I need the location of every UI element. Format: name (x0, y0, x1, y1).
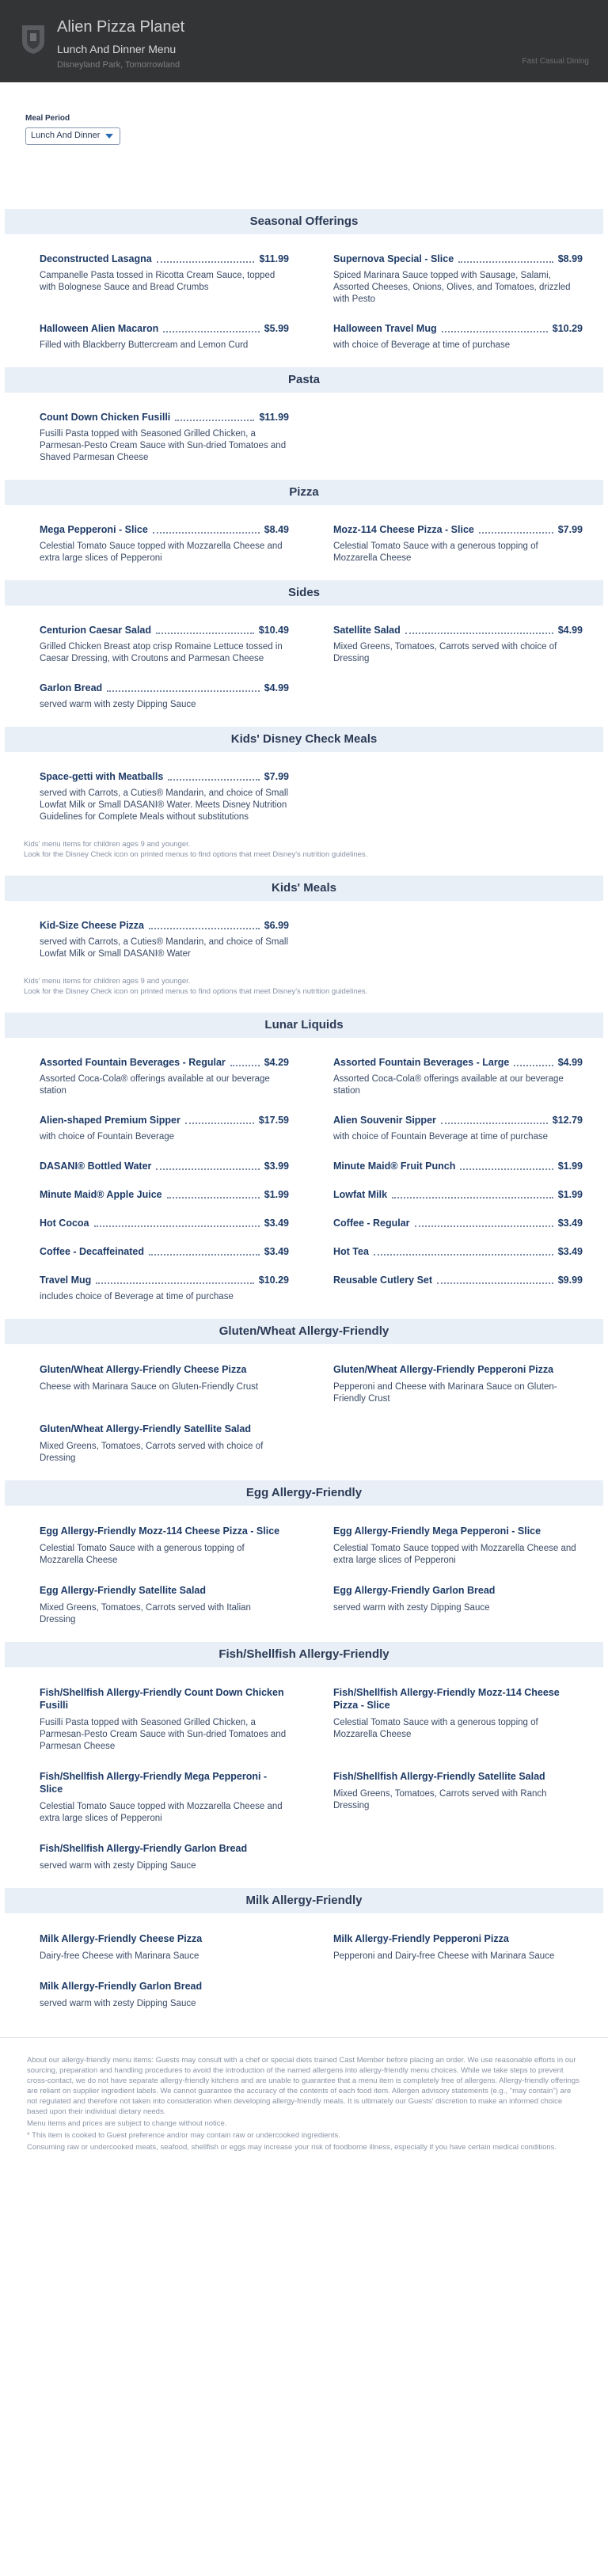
menu-item-name: Fish/Shellfish Allergy-Friendly Satellite Salad (333, 1771, 545, 1782)
menu-item-price: $12.79 (552, 1115, 583, 1126)
menu-item-list (40, 524, 583, 564)
menu-item (333, 1115, 583, 1143)
section-title: Milk Allergy-Friendly (5, 1888, 603, 1913)
menu-item-name: Milk Allergy-Friendly Garlon Bread (40, 1981, 203, 1992)
menu-item (40, 771, 289, 823)
allergy-disclaimer: About our allergy-friendly menu items: Guests may consult with a chef or special diets trained Cast Member before placing an order. We use reasonable efforts in our sourcing, preparation and handling procedures to avoid the introduction of the named allergens into allergy-friendly menu choices. While we take steps to prevent cross-contact, we do not have separate allergy-friendly kitchens and are unable to guarantee that a menu item is completely free of allergens. Allergy-friendly offerings are reliant on supplier ingredient labels. We cannot guarantee the accuracy of the contents of each food item. Allergen advisory statements (e.g., "may contain") are not regulated and therefore not taken into consideration when developing allergy-friendly meals. It is ultimately our Guests' discretion to make an informed choice based upon their individual dietary needs. (27, 2056, 580, 2116)
menu-item (40, 323, 289, 351)
menu-item-name: Alien-shaped Premium Sipper (40, 1115, 180, 1126)
dot-leader (405, 625, 553, 634)
menu-item-price: $1.99 (264, 1189, 289, 1200)
dot-leader (442, 323, 548, 332)
menu-item (333, 1275, 583, 1303)
menu-item-description: Celestial Tomato Sauce with a generous topping of Mozzarella Cheese (333, 541, 538, 563)
menu-item-name: Alien Souvenir Sipper (333, 1115, 436, 1126)
dot-leader (157, 253, 255, 263)
menu-item-name: Minute Maid® Apple Juice (40, 1189, 162, 1200)
menu-item-price: $10.29 (552, 323, 583, 334)
menu-item-name: Space-getti with Meatballs (40, 771, 164, 782)
menu-item (333, 1686, 583, 1753)
dot-leader (230, 1057, 260, 1066)
menu-item-name: Travel Mug (40, 1275, 92, 1286)
kids-menu-note (0, 976, 608, 1013)
menu-item (333, 1189, 583, 1200)
menu-item-name: Gluten/Wheat Allergy-Friendly Satellite Salad (40, 1423, 251, 1434)
menu-item-name: Minute Maid® Fruit Punch (333, 1161, 456, 1172)
menu-item-name: Mozz-114 Cheese Pizza - Slice (333, 524, 474, 535)
menu-section (0, 1480, 608, 1642)
dot-leader (96, 1275, 253, 1284)
menu-item-list (40, 1525, 583, 1626)
menu-item-name: Reusable Cutlery Set (333, 1275, 433, 1286)
menu-item-description: served with Carrots, a Cuties® Mandarin, and choice of Small Lowfat Milk or Small DASANI® Water. Meets Disney Nutrition Guidelines for Complete Meals without substitutions (40, 788, 288, 822)
menu-item-price: $4.29 (264, 1057, 289, 1068)
dot-leader (167, 1189, 260, 1199)
menu-item-name: Egg Allergy-Friendly Satellite Salad (40, 1585, 207, 1596)
dot-leader (156, 625, 254, 634)
menu-item-name: Assorted Fountain Beverages - Large (333, 1057, 510, 1068)
menu-item-list (40, 253, 583, 351)
restaurant-logo-icon (19, 21, 48, 55)
menu-item (40, 1525, 289, 1567)
menu-item-price: $4.99 (264, 682, 289, 693)
note-line: Look for the Disney Check icon on printed menus to find options that meet Disney's nutrition guidelines. (24, 987, 368, 996)
section-title: Kids' Disney Check Meals (5, 727, 603, 752)
menu-item-list (40, 1363, 583, 1465)
menu-item-price: $3.49 (557, 1218, 583, 1229)
menu-section (0, 876, 608, 1013)
menu-item-price: $1.99 (557, 1189, 583, 1200)
menu-item-description: Assorted Coca-Cola® offerings available at our beverage station (333, 1074, 564, 1096)
dot-leader (175, 412, 254, 421)
menu-item-description: Mixed Greens, Tomatoes, Carrots served with Ranch Dressing (333, 1789, 547, 1810)
menu-item (40, 1115, 289, 1143)
menu-item (40, 253, 289, 306)
menu-item-name: Coffee - Regular (333, 1218, 410, 1229)
menu-item-list (40, 625, 583, 711)
menu-item-list (40, 412, 583, 464)
menu-item-description: Spiced Marinara Sauce topped with Sausage, Salami, Assorted Cheeses, Onions, Olives, and Tomatoes, drizzled with Pesto (333, 271, 571, 304)
menu-item (333, 1584, 583, 1626)
menu-item-description: Mixed Greens, Tomatoes, Carrots served with Italian Dressing (40, 1603, 251, 1624)
menu-item-name: Fish/Shellfish Allergy-Friendly Garlon Bread (40, 1843, 248, 1854)
note-line: Kids' menu items for children ages 9 and younger. (24, 977, 191, 986)
menu-item-price: $7.99 (557, 524, 583, 535)
menu-item-name: Garlon Bread (40, 682, 103, 693)
menu-title: Lunch And Dinner Menu (57, 43, 177, 55)
menu-item-description: Cheese with Marinara Sauce on Gluten-Friendly Crust (40, 1382, 259, 1392)
menu-section (0, 1013, 608, 1319)
menu-section (0, 1319, 608, 1480)
dot-leader (514, 1057, 553, 1066)
menu-item-name: Satellite Salad (333, 625, 401, 636)
menu-item-description: served warm with zesty Dipping Sauce (40, 1999, 196, 2008)
menu-item-description: with choice of Fountain Beverage at time of purchase (333, 1132, 549, 1142)
page-footer (0, 2037, 608, 2170)
menu-item-description: served warm with zesty Dipping Sauce (333, 1603, 490, 1613)
dot-leader (415, 1218, 553, 1227)
menu-item-price: $9.99 (557, 1275, 583, 1286)
menu-item-description: served with Carrots, a Cuties® Mandarin, and choice of Small Lowfat Milk or Small DASANI® Water (40, 937, 288, 959)
menu-item-description: Mixed Greens, Tomatoes, Carrots served with choice of Dressing (333, 642, 557, 663)
section-title: Pasta (5, 367, 603, 393)
menu-item (40, 1057, 289, 1097)
dot-leader (441, 1115, 548, 1124)
menu-item (40, 524, 289, 564)
menu-item-price: $17.59 (258, 1115, 289, 1126)
menu-item-price: $5.99 (264, 323, 289, 334)
section-title: Egg Allergy-Friendly (5, 1480, 603, 1506)
menu-item-name: Assorted Fountain Beverages - Regular (40, 1057, 226, 1068)
foodborne-warning: Consuming raw or undercooked meats, seafood, shellfish or eggs may increase your risk of foodborne illness, especially if you have certain medical conditions. (27, 2143, 557, 2152)
menu-item-price: $3.49 (557, 1246, 583, 1257)
menu-item-name: Milk Allergy-Friendly Cheese Pizza (40, 1933, 203, 1944)
dot-leader (458, 253, 553, 263)
menu-item-price: $6.99 (264, 920, 289, 931)
menu-item-description: with choice of Beverage at time of purchase (333, 340, 511, 350)
menu-item (333, 625, 583, 665)
menu-item-name: Count Down Chicken Fusilli (40, 412, 171, 423)
menu-item-list (40, 920, 583, 960)
menu-item (333, 1057, 583, 1097)
menu-item-name: Kid-Size Cheese Pizza (40, 920, 144, 931)
menu-item (40, 1842, 289, 1872)
menu-item-list (40, 1932, 583, 2010)
menu-section (0, 367, 608, 480)
menu-item-description: Grilled Chicken Breast atop crisp Romaine Lettuce tossed in Caesar Dressing, with Croutons and Parmesan Cheese (40, 642, 283, 663)
section-title: Seasonal Offerings (5, 209, 603, 234)
menu-item-description: Fusilli Pasta topped with Seasoned Grilled Chicken, a Parmesan-Pesto Cream Sauce with Sun-dried Tomatoes and Shaved Parmesan Cheese (40, 429, 287, 462)
menu-item-name: Halloween Alien Macaron (40, 323, 159, 334)
menu-item-name: Fish/Shellfish Allergy-Friendly Count Down Chicken Fusilli (40, 1687, 284, 1711)
menu-item-price: $3.49 (264, 1218, 289, 1229)
dot-leader (149, 1246, 260, 1256)
menu-item-price: $8.49 (264, 524, 289, 535)
menu-section (0, 209, 608, 367)
menu-item-description: with choice of Fountain Beverage (40, 1132, 175, 1142)
dot-leader (107, 682, 260, 692)
menu-item-price: $4.99 (557, 1057, 583, 1068)
menu-item-name: Egg Allergy-Friendly Garlon Bread (333, 1585, 496, 1596)
menu-item (40, 1275, 289, 1303)
menu-item (40, 1980, 289, 2010)
menu-item-description: served warm with zesty Dipping Sauce (40, 1861, 196, 1871)
menu-item-description: Pepperoni and Cheese with Marinara Sauce on Gluten-Friendly Crust (333, 1382, 557, 1404)
note-line: Look for the Disney Check icon on printed menus to find options that meet Disney's nutrition guidelines. (24, 850, 368, 859)
menu-item-price: $1.99 (557, 1161, 583, 1172)
menu-item (40, 1189, 289, 1200)
menu-item-price: $4.99 (557, 625, 583, 636)
menu-item (40, 1423, 289, 1465)
menu-item-price: $11.99 (259, 412, 289, 423)
menu-item (40, 1218, 289, 1229)
price-notice: Menu items and prices are subject to change without notice. (27, 2119, 227, 2128)
menu-item (40, 1584, 289, 1626)
dot-leader (392, 1189, 553, 1199)
menu-item (333, 1932, 583, 1962)
dot-leader (163, 323, 259, 332)
menu-item (333, 253, 583, 306)
menu-item-price: $10.49 (258, 625, 289, 636)
menu-item (40, 1246, 289, 1257)
section-title: Pizza (5, 480, 603, 505)
menu-item-name: Mega Pepperoni - Slice (40, 524, 148, 535)
menu-item-list (40, 771, 583, 823)
menu-item-name: Fish/Shellfish Allergy-Friendly Mega Pepperoni - Slice (40, 1771, 268, 1795)
menu-item (333, 524, 583, 564)
menu-section (0, 727, 608, 876)
dot-leader (437, 1275, 553, 1284)
meal-period-value: Lunch And Dinner (31, 131, 101, 140)
menu-item-description: Celestial Tomato Sauce topped with Mozzarella Cheese and extra large slices of Pepperoni (40, 541, 283, 563)
menu-item-description: Filled with Blackberry Buttercream and Lemon Curd (40, 340, 249, 350)
menu-item (333, 1770, 583, 1825)
menu-item-name: Coffee - Decaffeinated (40, 1246, 144, 1257)
meal-period-label: Meal Period (25, 114, 70, 123)
menu-item-name: Deconstructed Lasagna (40, 253, 152, 264)
dot-leader (374, 1246, 553, 1256)
menu-item-description: Celestial Tomato Sauce with a generous topping of Mozzarella Cheese (333, 1718, 538, 1739)
menu-item-name: Supernova Special - Slice (333, 253, 454, 264)
menu-item-price: $10.29 (258, 1275, 289, 1286)
menu-item (333, 323, 583, 351)
menu-item (40, 625, 289, 665)
menu-item-name: Hot Tea (333, 1246, 369, 1257)
section-title: Gluten/Wheat Allergy-Friendly (5, 1319, 603, 1344)
section-title: Kids' Meals (5, 876, 603, 901)
page-header (0, 0, 608, 82)
menu-item-name: Halloween Travel Mug (333, 323, 437, 334)
menu-section (0, 1888, 608, 2026)
menu-item (40, 1161, 289, 1172)
menu-item (333, 1363, 583, 1405)
menu-item-description: Pepperoni and Dairy-free Cheese with Marinara Sauce (333, 1951, 555, 1961)
menu-item (40, 1363, 289, 1405)
menu-item-name: Hot Cocoa (40, 1218, 89, 1229)
menu-item (333, 1525, 583, 1567)
dot-leader (149, 920, 260, 929)
menu-item-description: Fusilli Pasta topped with Seasoned Grilled Chicken, a Parmesan-Pesto Cream Sauce with Sun-dried Tomatoes and Parmesan Cheese (40, 1718, 287, 1751)
cooked-notice: * This item is cooked to Guest preference and/or may contain raw or undercooked ingredients. (27, 2131, 340, 2140)
menu-item (40, 920, 289, 960)
menu-item-list (40, 1057, 583, 1303)
menu-item-list (40, 1686, 583, 1872)
service-type: Fast Casual Dining (522, 57, 589, 66)
menu-item-description: Celestial Tomato Sauce with a generous topping of Mozzarella Cheese (40, 1544, 245, 1565)
menu-item-name: Centurion Caesar Salad (40, 625, 152, 636)
dot-leader (94, 1218, 260, 1227)
menu-item (333, 1161, 583, 1172)
menu-item-name: Gluten/Wheat Allergy-Friendly Pepperoni Pizza (333, 1364, 554, 1375)
meal-period-filter (0, 82, 608, 209)
menu-item (40, 1932, 289, 1962)
menu-item-price: $7.99 (264, 771, 289, 782)
menu-item (40, 682, 289, 711)
menu-item-price: $11.99 (259, 253, 289, 264)
menu-item-name: Egg Allergy-Friendly Mozz-114 Cheese Pizza - Slice (40, 1525, 280, 1537)
restaurant-name: Alien Pizza Planet (57, 18, 185, 36)
menu-section (0, 580, 608, 727)
menu-item (333, 1246, 583, 1257)
dot-leader (156, 1161, 259, 1170)
menu-item-name: Milk Allergy-Friendly Pepperoni Pizza (333, 1933, 509, 1944)
meal-period-dropdown[interactable] (25, 127, 120, 145)
chevron-down-icon (105, 134, 113, 139)
menu-item-description: served warm with zesty Dipping Sauce (40, 700, 196, 709)
dot-leader (185, 1115, 254, 1124)
menu-item-name: Lowfat Milk (333, 1189, 388, 1200)
menu-item-price: $3.49 (264, 1246, 289, 1257)
menu-item-name: Egg Allergy-Friendly Mega Pepperoni - Slice (333, 1525, 542, 1537)
menu-item (40, 412, 289, 464)
menu-item-name: DASANI® Bottled Water (40, 1161, 152, 1172)
section-title: Lunar Liquids (5, 1013, 603, 1038)
menu-item-description: Campanelle Pasta tossed in Ricotta Cream Sauce, topped with Bolognese Sauce and Bread Crumbs (40, 271, 276, 292)
dot-leader (168, 771, 259, 781)
menu-item-description: Assorted Coca-Cola® offerings available at our beverage station (40, 1074, 270, 1096)
menu-item (40, 1770, 289, 1825)
location-subtitle: Disneyland Park, Tomorrowland (57, 60, 180, 70)
dot-leader (479, 524, 553, 534)
menu-item (40, 1686, 289, 1753)
note-line: Kids' menu items for children ages 9 and younger. (24, 840, 191, 849)
menu-item-price: $8.99 (557, 253, 583, 264)
section-title: Fish/Shellfish Allergy-Friendly (5, 1642, 603, 1667)
menu-item-description: Dairy-free Cheese with Marinara Sauce (40, 1951, 200, 1961)
section-title: Sides (5, 580, 603, 606)
menu-item-description: Mixed Greens, Tomatoes, Carrots served with choice of Dressing (40, 1442, 264, 1463)
kids-menu-note (0, 839, 608, 876)
menu-item (333, 1218, 583, 1229)
menu-item-description: includes choice of Beverage at time of purchase (40, 1292, 234, 1301)
menu-section (0, 1642, 608, 1888)
menu-item-price: $3.99 (264, 1161, 289, 1172)
menu-item-name: Gluten/Wheat Allergy-Friendly Cheese Pizza (40, 1364, 247, 1375)
dot-leader (153, 524, 260, 534)
menu-item-name: Fish/Shellfish Allergy-Friendly Mozz-114 Cheese Pizza - Slice (333, 1687, 560, 1711)
dot-leader (460, 1161, 553, 1170)
menu-item-description: Celestial Tomato Sauce topped with Mozzarella Cheese and extra large slices of Pepperoni (40, 1802, 283, 1823)
menu-section (0, 480, 608, 580)
menu-item-description: Celestial Tomato Sauce topped with Mozzarella Cheese and extra large slices of Pepperoni (333, 1544, 576, 1565)
menu-sections (0, 209, 608, 2026)
